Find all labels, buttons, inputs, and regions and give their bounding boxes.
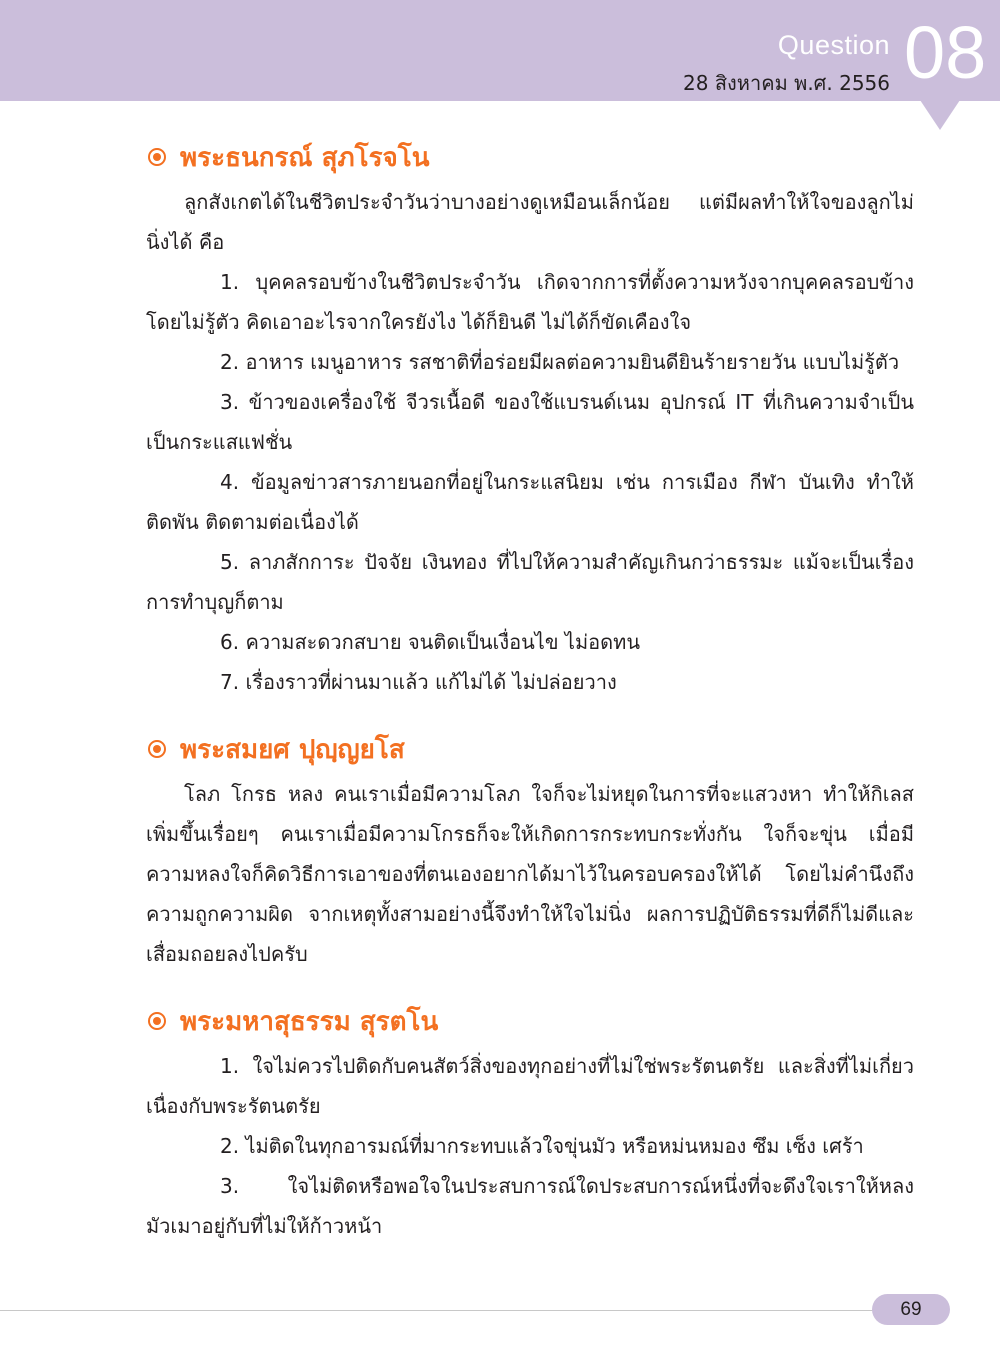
section-heading	[146, 724, 914, 774]
paragraph: ลูกสังเกตได้ในชีวิตประจำวันว่าบางอย่างดูเหมือนเล็กน้อย แต่มีผลทำให้ใจของลูกไม่นิ่งได้ คือ	[146, 190, 914, 254]
list-item: 3. ข้าวของเครื่องใช้ จีวรเนื้อดี ของใช้แบรนด์เนม อุปกรณ์ IT ที่เกินความจำเป็นเป็นกระแสแฟชั่น	[146, 390, 914, 454]
question-number: 08	[904, 11, 987, 94]
answer-section	[146, 724, 914, 974]
paragraph: โลภ โกรธ หลง คนเราเมื่อมีความโลภ ใจก็จะไม่หยุดในการที่จะแสวงหา ทำให้กิเลสเพิ่มขึ้นเรื่อยๆ คนเราเมื่อมีความโกรธก็จะให้เกิดการกระทบกระทั่งกัน ใจก็จะขุ่น เมื่อมีความหลงใจก็คิดวิธีการเอาของที่ตนเองอยากได้มาไว้ในครอบครองให้ได้ โดยไม่คำนึงถึงความถูกความผิด จากเหตุทั้งสามอย่างนี้จึงทำให้ใจไม่นิ่ง ผลการปฏิบัติธรรมที่ดีก็ไม่ดีและเสื่อมถอยลงไปครับ	[146, 782, 914, 966]
list-item: 6. ความสะดวกสบาย จนติดเป็นเงื่อนไข ไม่อดทน	[220, 630, 640, 654]
list-item: 2. ไม่ติดในทุกอารมณ์ที่มากระทบแล้วใจขุ่นมัว หรือหม่นหมอง ซึม เซ็ง เศร้า	[220, 1134, 864, 1158]
bullet-target-icon	[148, 148, 166, 166]
list-item: 3. ใจไม่ติดหรือพอใจในประสบการณ์ใดประสบการณ์หนึ่งที่จะดึงใจเราให้หลงมัวเมาอยู่กับที่ไม่ให้ก้าวหน้า	[146, 1174, 914, 1238]
section-title: พระธนกรณ์ สุภโรจโน	[180, 142, 430, 173]
list-item: 1. บุคคลรอบข้างในชีวิตประจำวัน เกิดจากการที่ตั้งความหวังจากบุคคลรอบข้างโดยไม่รู้ตัว คิดเอาอะไรจากใครยังไง ได้ก็ยินดี ไม่ได้ก็ขัดเคืองใจ	[146, 270, 914, 334]
section-heading	[146, 996, 914, 1046]
question-date: 28 สิงหาคม พ.ศ. 2556	[683, 71, 890, 95]
question-label: Question	[777, 30, 890, 60]
list-item: 1. ใจไม่ควรไปติดกับคนสัตว์สิ่งของทุกอย่างที่ไม่ใช่พระรัตนตรัย และสิ่งที่ไม่เกี่ยวเนื่องกับพระรัตนตรัย	[146, 1054, 914, 1118]
list-item: 4. ข้อมูลข่าวสารภายนอกที่อยู่ในกระแสนิยม เช่น การเมือง กีฬา บันเทิง ทำให้ติดพัน ติดตามต่อเนื่องได้	[146, 470, 914, 534]
bullet-target-icon	[148, 740, 166, 758]
section-heading	[146, 132, 914, 182]
header-arrow	[920, 100, 960, 130]
answer-section	[146, 132, 914, 702]
answer-section	[146, 996, 914, 1246]
page-content	[146, 132, 914, 1268]
list-item: 5. ลาภสักการะ ปัจจัย เงินทอง ที่ไปให้ความสำคัญเกินกว่าธรรมะ แม้จะเป็นเรื่องการทำบุญก็ตาม	[146, 550, 914, 614]
bullet-target-icon	[148, 1012, 166, 1030]
page-number: 69	[872, 1294, 950, 1325]
section-title: พระสมยศ ปุญฺญยโส	[180, 734, 405, 765]
list-item: 2. อาหาร เมนูอาหาร รสชาติที่อร่อยมีผลต่อความยินดียินร้ายรายวัน แบบไม่รู้ตัว	[220, 350, 900, 374]
section-title: พระมหาสุธรรม สุรตโน	[180, 1006, 439, 1037]
footer-divider	[0, 1310, 880, 1311]
list-item: 7. เรื่องราวที่ผ่านมาแล้ว แก้ไม่ได้ ไม่ปล่อยวาง	[220, 670, 617, 694]
